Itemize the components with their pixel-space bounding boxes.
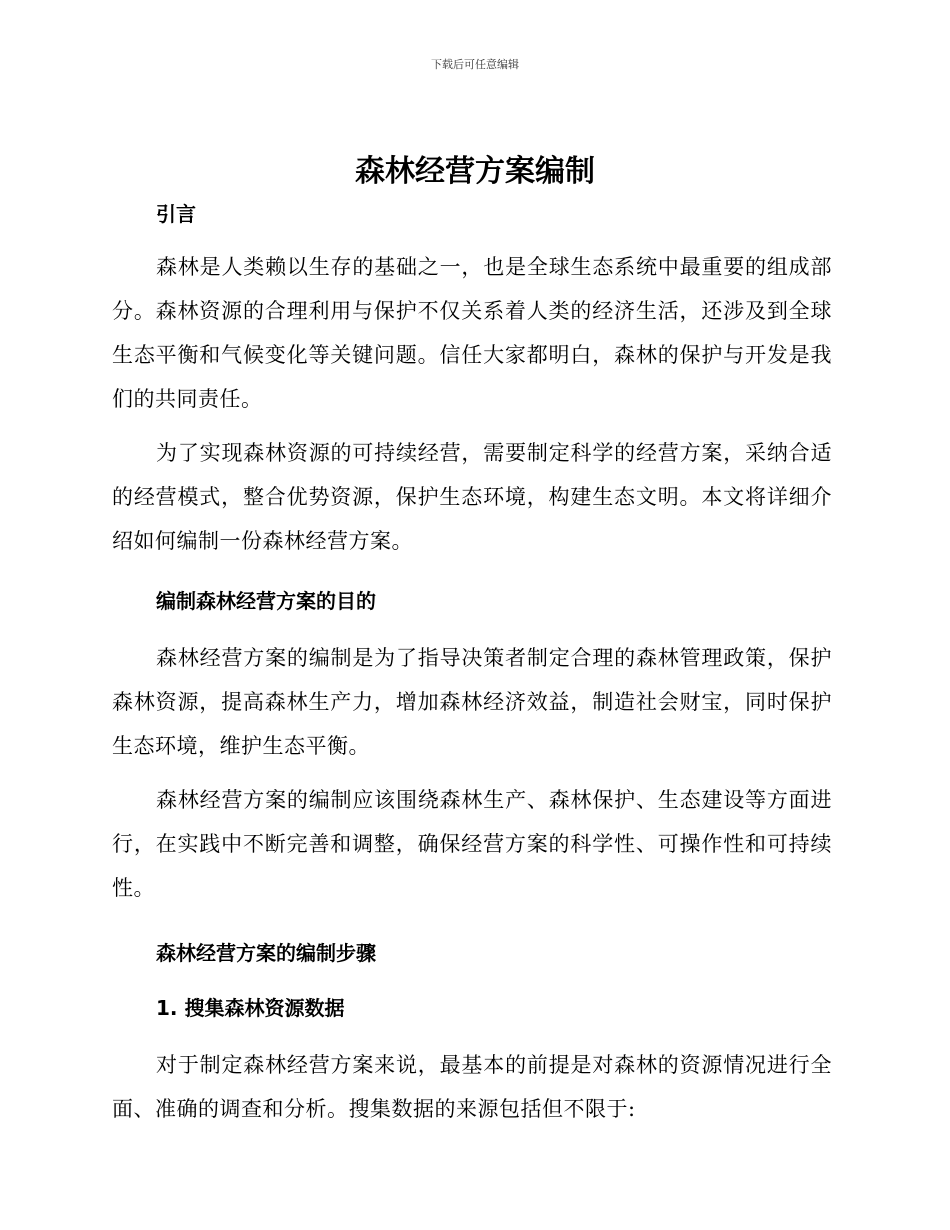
- intro-heading: 引言: [156, 202, 196, 226]
- step1-heading: 1. 搜集森林资源数据: [156, 996, 345, 1020]
- steps-heading: 森林经营方案的编制步骤: [156, 941, 376, 965]
- purpose-heading: 编制森林经营方案的目的: [156, 589, 376, 613]
- step1-paragraph-1: 对于制定森林经营方案来说，最基本的前提是对森林的资源情况进行全面、准确的调查和分析。搜集数据的来源包括但不限于:: [112, 1053, 832, 1121]
- purpose-paragraph-2: 森林经营方案的编制应该围绕森林生产、森林保护、生态建设等方面进行，在实践中不断完善和调整，确保经营方案的科学性、可操作性和可持续性。: [112, 788, 832, 900]
- purpose-paragraph-1: 森林经营方案的编制是为了指导决策者制定合理的森林管理政策，保护森林资源，提高森林生产力，增加森林经济效益，制造社会财宝，同时保护生态环境，维护生态平衡。: [112, 646, 832, 758]
- document-title: 森林经营方案编制: [355, 154, 595, 189]
- document-body: [112, 148, 832, 1131]
- intro-paragraph-2: 为了实现森林资源的可持续经营，需要制定科学的经营方案，采纳合适的经营模式，整合优势资源，保护生态环境，构建生态文明。本文将详细介绍如何编制一份森林经营方案。: [112, 441, 832, 553]
- header-note: 下载后可任意编辑: [431, 58, 519, 71]
- intro-paragraph-1: 森林是人类赖以生存的基础之一，也是全球生态系统中最重要的组成部分。森林资源的合理利用与保护不仅关系着人类的经济生活，还涉及到全球生态平衡和气候变化等关键问题。信任大家都明白，森林的保护与开发是我们的共同责任。: [112, 255, 832, 411]
